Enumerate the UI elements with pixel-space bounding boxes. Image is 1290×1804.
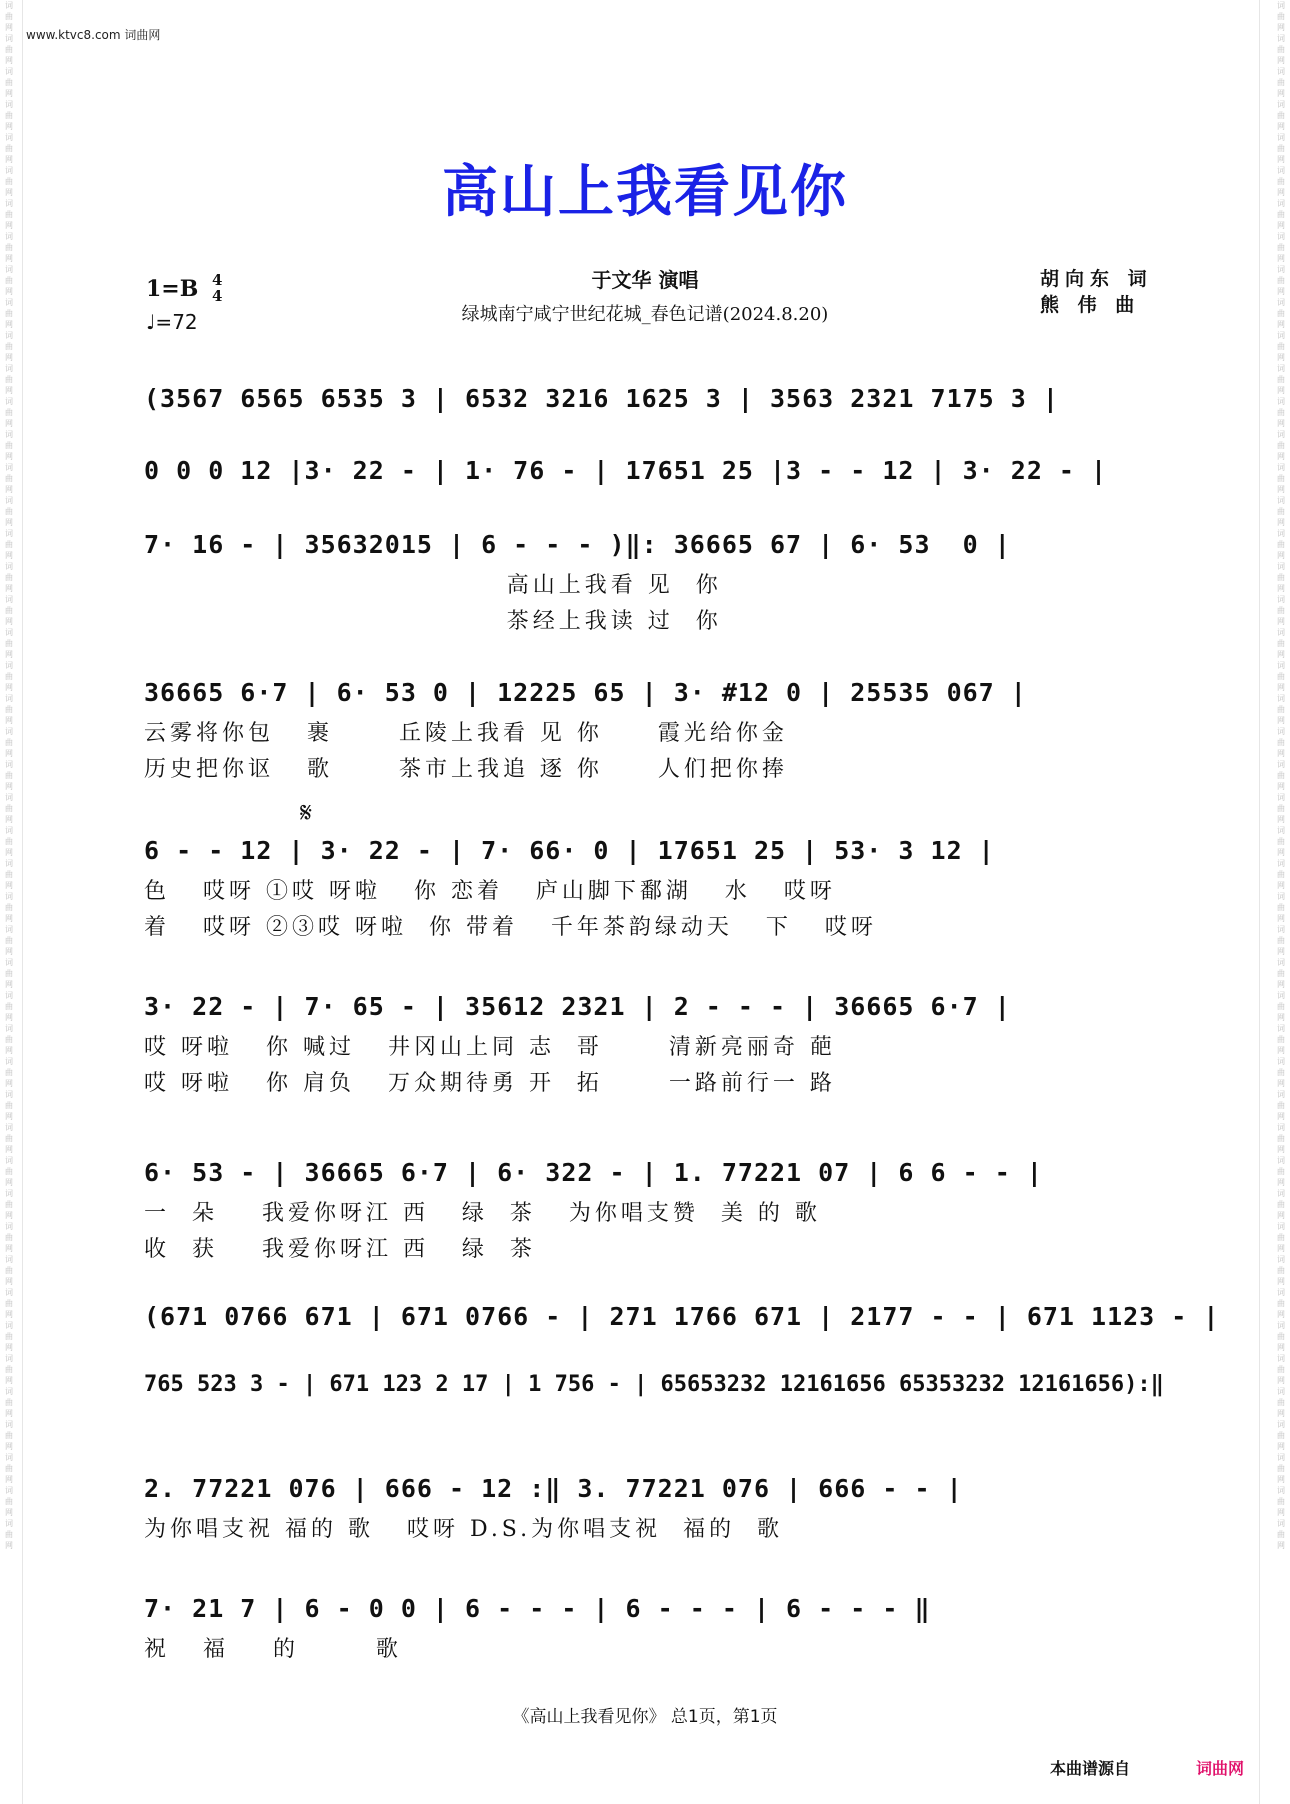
score-row-3: 7· 16 - | 35632015 | 6 - - - )‖: 36665 67 | 6· 53 0 | bbox=[144, 530, 1011, 559]
song-title: 高山上我看见你 bbox=[442, 160, 848, 225]
lyric-row-3b: 茶经上我读 过 你 bbox=[144, 609, 722, 634]
lyric-row-3a: 高山上我看 见 你 bbox=[144, 573, 722, 598]
lyric-row-5a: 色 哎呀 ①哎 呀啦 你 恋着 庐山脚下鄱湖 水 哎呀 bbox=[144, 879, 836, 904]
score-row-1: (3567 6565 6535 3 | 6532 3216 1625 3 | 3563 2321 7175 3 | bbox=[144, 384, 1059, 413]
singer-credit: 于文华 演唱 bbox=[591, 268, 699, 292]
transcriber-credit: 绿城南宁咸宁世纪花城_春色记谱(2024.8.20) bbox=[461, 304, 829, 325]
right-watermark-strip: 词曲网词曲网词曲网词曲网词曲网词曲网词曲网词曲网词曲网词曲网词曲网词曲网词曲网词曲网词曲网词曲网词曲网词曲网词曲网词曲网词曲网词曲网词曲网词曲网词曲网词曲网词曲网词曲网词曲网词曲网词曲网词曲网词曲网词曲网词曲网词曲网词曲网词曲网词曲网词曲网词曲网词曲网词曲网词曲网词曲网词曲网词曲网 bbox=[1277, 1, 1285, 1550]
left-watermark-strip: 词曲网词曲网词曲网词曲网词曲网词曲网词曲网词曲网词曲网词曲网词曲网词曲网词曲网词曲网词曲网词曲网词曲网词曲网词曲网词曲网词曲网词曲网词曲网词曲网词曲网词曲网词曲网词曲网词曲网词曲网词曲网词曲网词曲网词曲网词曲网词曲网词曲网词曲网词曲网词曲网词曲网词曲网词曲网词曲网词曲网词曲网词曲网 bbox=[5, 1, 13, 1550]
key-signature: 1=B bbox=[146, 276, 199, 302]
segno-sign: 𝄋 bbox=[300, 796, 313, 829]
score-row-5: 6 - - 12 | 3· 22 - | 7· 66· 0 | 17651 25 | 53· 3 12 | bbox=[144, 836, 995, 865]
score-row-11: 7· 21 7 | 6 - 0 0 | 6 - - - | 6 - - - | 6 - - - ‖ bbox=[144, 1594, 931, 1623]
time-signature-top: 4 bbox=[212, 271, 223, 289]
lyric-row-5b: 着 哎呀 ②③哎 呀啦 你 带着 千年茶韵绿动天 下 哎呀 bbox=[144, 915, 877, 940]
lyric-row-11: 祝 福 的 歌 bbox=[144, 1637, 402, 1662]
lyric-row-6a: 哎 呀啦 你 喊过 井冈山上同 志 哥 清新亮丽奇 葩 bbox=[144, 1035, 836, 1060]
score-row-7: 6· 53 - | 36665 6·7 | 6· 322 - | 1. 77221 07 | 6 6 - - | bbox=[144, 1158, 1043, 1187]
site-url[interactable]: www.ktvc8.com 词曲网 bbox=[26, 28, 161, 42]
score-row-2: 0 0 0 12 |3· 22 - | 1· 76 - | 17651 25 |3 - - 12 | 3· 22 - | bbox=[144, 456, 1108, 485]
page-footer: 《高山上我看见你》 总1页，第1页 bbox=[512, 1707, 778, 1727]
lyric-row-4a: 云雾将你包 裹 丘陵上我看 见 你 霞光给你金 bbox=[144, 721, 788, 746]
lyric-row-10: 为你唱支祝 福的 歌 哎呀 D.S.为你唱支祝 福的 歌 bbox=[144, 1517, 784, 1542]
score-row-9: 765 523 3 - | 671 123 2 17 | 1 756 - | 65653232 12161656 65353232 12161656):‖ bbox=[144, 1372, 1164, 1397]
score-row-8: (671 0766 671 | 671 0766 - | 271 1766 671 | 2177 - - | 671 1123 - | bbox=[144, 1302, 1220, 1331]
composer-credit: 熊 伟 曲 bbox=[1040, 294, 1141, 316]
source-label: 本曲谱源自 bbox=[1050, 1759, 1131, 1778]
lyricist-credit: 胡向东 词 bbox=[1040, 268, 1153, 290]
score-row-10: 2. 77221 076 | 666 - 12 :‖ 3. 77221 076 | 666 - - | bbox=[144, 1474, 963, 1503]
lyric-row-7a: 一 朵 我爱你呀江 西 绿 茶 为你唱支赞 美 的 歌 bbox=[144, 1201, 821, 1226]
score-row-4: 36665 6·7 | 6· 53 0 | 12225 65 | 3· #12 0 | 25535 067 | bbox=[144, 678, 1027, 707]
time-signature-bottom: 4 bbox=[212, 287, 223, 305]
tempo-marking: ♩=72 bbox=[146, 310, 198, 334]
score-row-6: 3· 22 - | 7· 65 - | 35612 2321 | 2 - - - | 36665 6·7 | bbox=[144, 992, 1011, 1021]
lyric-row-6b: 哎 呀啦 你 肩负 万众期待勇 开 拓 一路前行一 路 bbox=[144, 1071, 836, 1096]
source-site-link[interactable]: 词曲网 bbox=[1196, 1759, 1245, 1778]
lyric-row-4b: 历史把你讴 歌 茶市上我追 逐 你 人们把你捧 bbox=[144, 757, 788, 782]
lyric-row-7b: 收 获 我爱你呀江 西 绿 茶 bbox=[144, 1237, 536, 1262]
